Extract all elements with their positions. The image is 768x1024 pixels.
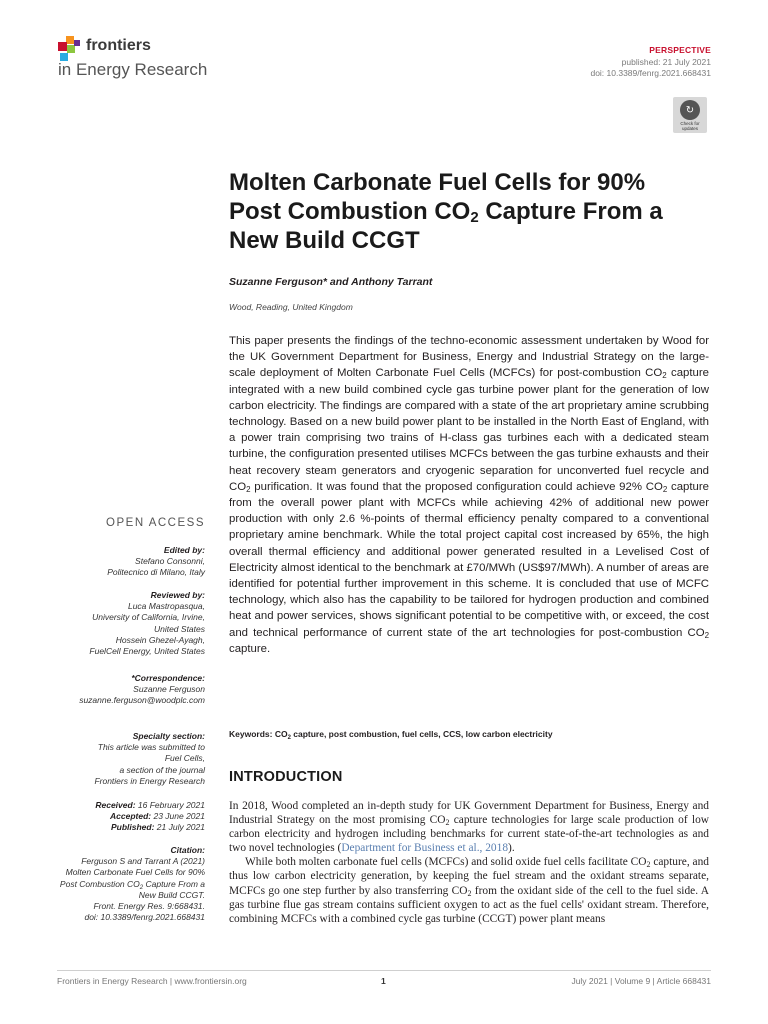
affiliation: Wood, Reading, United Kingdom — [229, 302, 353, 312]
page-number: 1 — [381, 976, 386, 986]
intro-paragraph: While both molten carbonate fuel cells (MCFCs) and solid oxide fuel cells facilitate $CO_2$ capture, and thus low carbon electricity generation, by keeping the fuel stream and the oxidant streams separate, MCFCs go one step further by also transferring $CO_2$ from the oxidant side of the cell to the fuel side. A gas turbine flue gas stream contains sufficient oxygen to act as the fuel cells' oxidant stream. Therefore, combining MCFCs with a combined cycle gas turbine (CCGT) power plant means — [229, 856, 709, 925]
logo-wordmark: frontiers — [86, 37, 151, 54]
citation-link[interactable]: Department for Business et al., 2018 — [341, 842, 509, 855]
published-date: published: 21 July 2021 — [621, 57, 711, 67]
correspondence-block: *Correspondence: Suzanne Ferguson suzanne.ferguson@woodplc.com — [40, 673, 205, 707]
keywords: Keywords: $CO_2$ capture, post combustion, fuel cells, CCS, low carbon electricity — [229, 729, 553, 741]
footer-divider — [57, 970, 711, 971]
refresh-icon: ↻ — [680, 100, 700, 120]
footer-volume-info: July 2021 | Volume 9 | Article 668431 — [571, 976, 711, 986]
article-title: Molten Carbonate Fuel Cells for 90% Post Combustion $CO_2$ Capture From a New Build CCGT — [229, 169, 663, 254]
check-updates-label: Check for updates — [680, 121, 700, 131]
citation-doi-link[interactable]: doi: 10.3389/fenrg.2021.668431 — [84, 912, 205, 923]
correspondence-email[interactable]: suzanne.ferguson@woodplc.com — [79, 695, 205, 706]
check-for-updates-button[interactable] — [673, 97, 707, 133]
abstract: This paper presents the findings of the techno-economic assessment undertaken by Wood for the UK Government Department for Business, Energy and Industrial Strategy on the large-scale deployment of Molten Carbonate Fuel Cells (MCFCs) for post-combustion $CO_2$ capture integrated with a new build combined cycle gas turbine power plant for the generation of low carbon electricity. The findings are compared with a state of the art proprietary amine scrubbing technology. Based on a new build power plant to be installed in the North East of England, with a power train comprising two trains of H-class gas turbines each with a dedicated steam turbine, the configuration presented utilises MCFCs between the gas turbine exhausts and their heat recovery steam generators and cryogenic separation for unconverted fuel recycle and $CO_2$ purification. It was found that the proposed configuration could achieve 92% $CO_2$ capture from the overall power plant with MCFCs while achieving 42% of additional new power production with only 2.6 %-points of thermal efficiency penalty compared to a conventional proprietary amine benchmark. While the total project capital cost increased by 65%, the high overall thermal efficiency and additional power generated resulted in a Levelised Cost of Electricity almost identical to the benchmark at £70/MWh (US$97/MWh). A number of areas are identified for potential further improvement in this scheme. It is concluded that use of MCFC technology, which also has the capability to be tailored for hydrogen production and combined heat and power services, shows significant potential to be competitive with, or exceed, the cost and technical performance of current state of the art technologies for post-combustion $CO_2$ capture. — [229, 335, 709, 655]
specialty-section-block: Specialty section: This article was submitted to Fuel Cells, a section of the journal Frontiers in Energy Research — [94, 731, 205, 786]
reviewed-by-block: Reviewed by: Luca Mastropasqua, University of California, Irvine, United States Hossein Ghezel-Ayagh, FuelCell Energy, United States — [89, 590, 205, 657]
section-heading-introduction: INTRODUCTION — [229, 769, 343, 785]
dates-block: Received: 16 February 2021 Accepted: 23 June 2021 Published: 21 July 2021 — [95, 800, 205, 833]
edited-by-block: Edited by: Stefano Consonni, Politecnico di Milano, Italy — [107, 545, 205, 578]
footer-journal-link[interactable]: Frontiers in Energy Research | www.frontiersin.org — [57, 976, 247, 986]
journal-name: in Energy Research — [58, 60, 208, 79]
doi-link[interactable]: doi: 10.3389/fenrg.2021.668431 — [590, 68, 711, 78]
author-list[interactable]: Suzanne Ferguson* and Anthony Tarrant — [229, 276, 433, 288]
open-access-label: OPEN ACCESS — [106, 517, 205, 529]
article-type-label: PERSPECTIVE — [649, 45, 711, 55]
introduction-body — [229, 799, 709, 926]
intro-paragraph: In 2018, Wood completed an in-depth study for UK Government Department for Business, Energy and Industrial Strategy on the most promising $CO_2$ capture technologies for large scale production of low carbon electricity and hydrogen including benchmarks for current state-of-the-art technologies as and two novel technologies (Department for Business et al., 2018). — [229, 800, 709, 855]
citation-block: Citation: Ferguson S and Tarrant A (2021) Molten Carbonate Fuel Cells for 90% Post Combustion $CO_2$ Capture From a New Build CCGT. Front. Energy Res. 9:668431. doi: 10.3389/fenrg.2021.668431 — [40, 845, 205, 923]
